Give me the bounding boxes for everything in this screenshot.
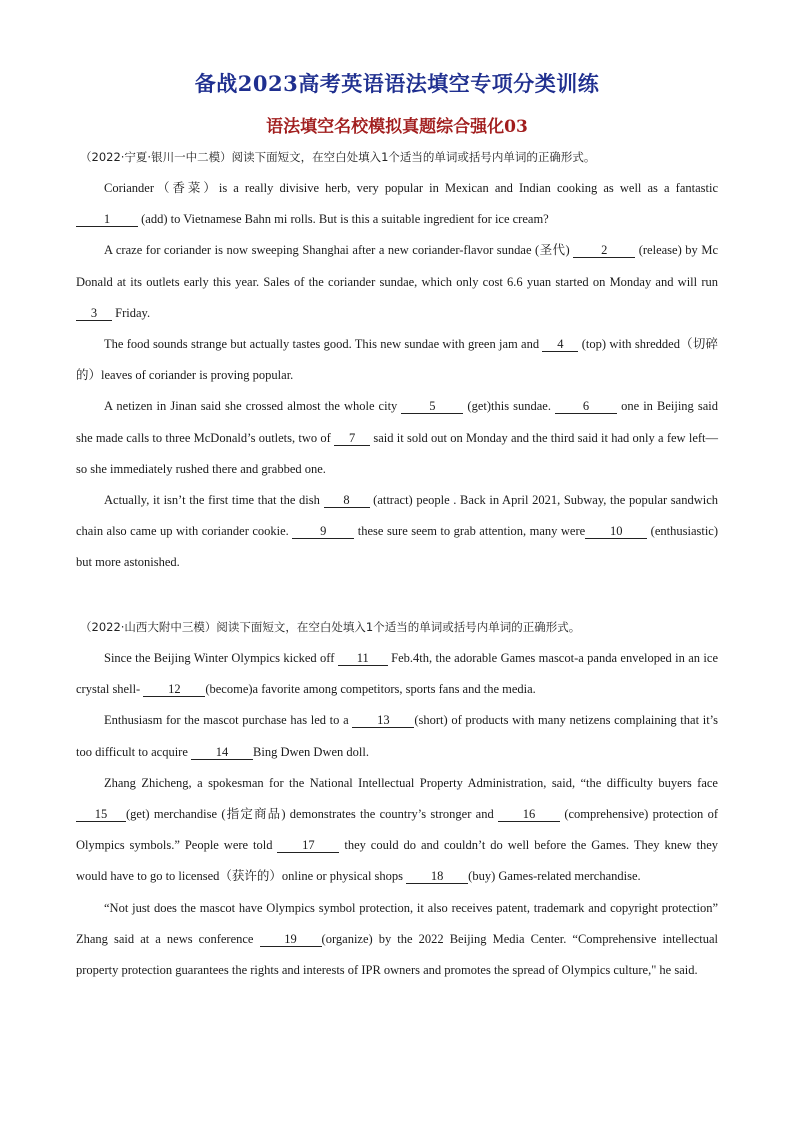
blank-17[interactable]: 17: [277, 838, 339, 853]
text: (get) merchandise (指定商品) demonstrates the country’s stronger and: [126, 807, 499, 822]
text: Since the Beijing Winter Olympics kicked off: [104, 651, 338, 665]
passage-1-paragraph-5: [76, 485, 718, 579]
blank-11[interactable]: 11: [338, 651, 388, 666]
blank-3[interactable]: 3: [76, 306, 112, 321]
text: (top) with shredded（切碎的）leaves of coriander is proving popular.: [76, 337, 718, 383]
text: Coriander（香菜）is a really divisive herb, very popular in Mexican and Indian cooking as well as a fantastic: [104, 181, 718, 195]
text: said it sold out on Monday and the third said it had only a few left—so she immediately rushed there and grabbed one.: [76, 430, 719, 476]
blank-16[interactable]: 16: [498, 807, 560, 822]
blank-18[interactable]: 18: [406, 869, 468, 884]
text: (add) to Vietnamese Bahn mi rolls. But is this a suitable ingredient for ice cream?: [138, 212, 549, 227]
text: Zhang Zhicheng, a spokesman for the National Intellectual Property Administration, said, “the difficulty buyers face: [104, 775, 718, 790]
text: Enthusiasm for the mascot purchase has led to a: [104, 713, 353, 728]
text: (attract) people . Back in April 2021, Subway, the popular sandwich chain also came up with coriander cookie.: [76, 493, 718, 539]
blank-7[interactable]: 7: [334, 431, 370, 446]
blank-14[interactable]: 14: [191, 745, 253, 760]
blank-13[interactable]: 13: [352, 713, 414, 728]
text: (get)this sundae.: [463, 399, 556, 414]
blank-8[interactable]: 8: [324, 493, 370, 508]
blank-12[interactable]: 12: [143, 682, 205, 697]
passage-2-paragraph-3: [76, 768, 718, 893]
text: A netizen in Jinan said she crossed almost the whole city: [104, 399, 402, 414]
text: (buy) Games-related merchandise.: [468, 869, 641, 884]
text: “Not just does the mascot have Olympics symbol protection, it also receives patent, trademark and copyright protection” Zhang said at a news conference: [76, 900, 718, 946]
blank-5[interactable]: 5: [401, 399, 463, 414]
passage-2-paragraph-2: [76, 705, 718, 767]
passage-1-paragraph-2: [76, 235, 718, 329]
text: (short) of products with many netizens complaining that it’s too difficult to acquire: [76, 713, 719, 759]
blank-4[interactable]: 4: [542, 337, 578, 352]
text: The food sounds strange but actually tastes good. This new sundae with green jam and: [104, 337, 543, 352]
blank-19[interactable]: 19: [260, 932, 322, 947]
passage-2-source: （2022·山西大附中三模）阅读下面短文，在空白处填入1个适当的单词或括号内单词的正确形式。: [80, 620, 581, 634]
text: (enthusiastic) but more astonished.: [76, 524, 719, 570]
page-subtitle: 语法填空名校模拟真题综合强化03: [266, 117, 528, 137]
text: Actually, it isn’t the first time that the dish: [104, 493, 324, 508]
text: one in Beijing said she made calls to three McDonald’s outlets, two of: [76, 399, 718, 445]
text: Feb.4th, the adorable Games mascot-a panda enveloped in an ice crystal shell-: [76, 651, 719, 697]
text: these sure seem to grab attention, many were: [354, 524, 586, 539]
passage-2-paragraph-1: [76, 643, 718, 705]
blank-6[interactable]: 6: [555, 399, 617, 414]
text: Friday.: [112, 305, 151, 320]
passage-2: [76, 612, 718, 986]
text: (become)a favorite among competitors, sports fans and the media.: [205, 682, 536, 697]
passage-1-paragraph-3: [76, 329, 718, 391]
text: Bing Dwen Dwen doll.: [253, 744, 369, 759]
text: (organize) by the 2022 Beijing Media Center. “Comprehensive intellectual property protection guarantees the rights and interests of IPR owners and promotes the spread of Olympics culture," he said.: [76, 931, 718, 978]
blank-2[interactable]: 2: [573, 243, 635, 258]
blank-9[interactable]: 9: [292, 524, 354, 539]
passage-2-paragraph-4: [76, 893, 718, 987]
passage-1-paragraph-1: [76, 173, 718, 235]
text: they could do and couldn’t do well before the Games. They knew they would have to go to licensed（获许的）online or physical shops: [76, 838, 718, 884]
passage-1-source: （2022·宁夏·银川一中二模）阅读下面短文，在空白处填入1个适当的单词或括号内单词的正确形式。: [80, 150, 596, 164]
text: A craze for coriander is now sweeping Shanghai after a new coriander-flavor sundae (圣代): [104, 243, 574, 258]
blank-1[interactable]: 1: [76, 212, 138, 227]
passage-1: [76, 142, 718, 579]
blank-15[interactable]: 15: [76, 807, 126, 822]
blank-10[interactable]: 10: [585, 524, 647, 539]
passage-1-paragraph-4: [76, 391, 718, 485]
text: (release) by Mc Donald at its outlets early this year. Sales of the coriander sundae, which only cost 6.6 yuan started on Monday and will run: [76, 243, 718, 289]
text: (comprehensive) protection of Olympics symbols.” People were told: [76, 807, 718, 853]
page-title: 备战2023高考英语语法填空专项分类训练: [194, 71, 600, 96]
